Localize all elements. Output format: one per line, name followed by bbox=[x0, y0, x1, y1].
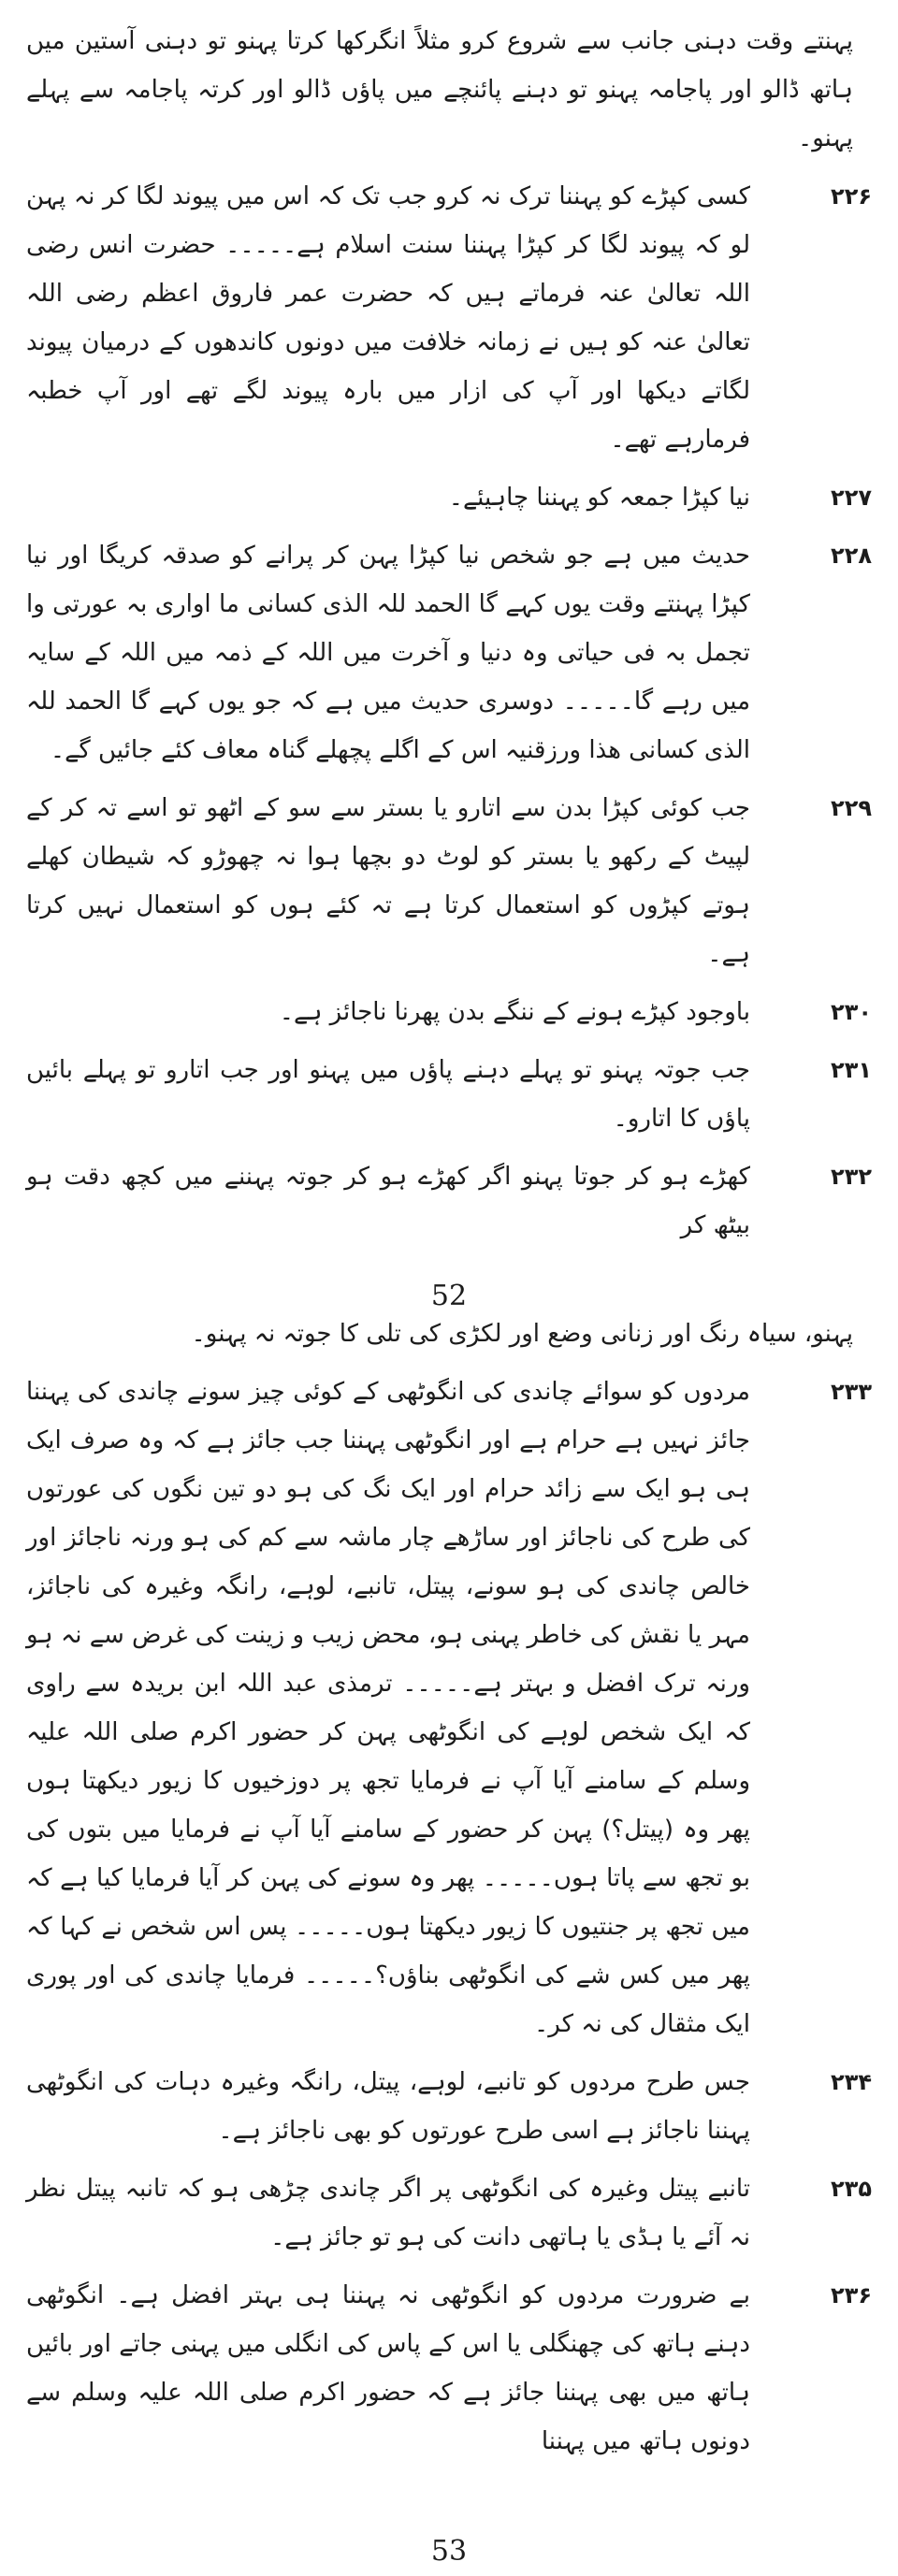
paragraph-235 bbox=[26, 2164, 872, 2262]
paragraph-text: جب کوئی کپڑا بدن سے اتارو یا بستر سے سو کے اٹھو تو اسے تہ کر کے لپیٹ کے رکھو یا بستر کو لوٹ دو بچھا ہوا نہ چھوڑو کہ شیطان کھلے ہوتے کپڑوں کو استعمال کرتا ہے تہ کئے ہوں کو استعمال نہیں کرتا ہے۔ bbox=[26, 794, 750, 968]
paragraph-number: ۲۳۲ bbox=[831, 1164, 872, 1190]
paragraph-number: ۲۳۱ bbox=[831, 1057, 872, 1083]
paragraph-text: مردوں کو سوائے چاندی کی انگوٹھی کے کوئی چیز سونے چاندی کی پہننا جائز نہیں ہے حرام ہے اور انگوٹھی پہننا جب جائز ہے کہ وہ صرف ایک ہی ہو ایک سے زائد حرام اور ایک نگ کی ہو دو تین نگوں کی عورتوں کی طرح کی ناجائز اور ساڑھے چار ماشہ سے کم کی ہو ورنہ ناجائز اور خالص چاندی کی ہو سونے، پیتل، تانبے، لوہے، رانگہ وغیرہ کی ناجائز، مہر یا نقش کی خاطر پہنی ہو، محض زیب و زینت کی غرض سے نہ ہو ورنہ ترک افضل و بہتر ہے۔۔۔۔۔ ترمذی عبد اللہ ابن بریدہ سے راوی کہ ایک شخص لوہے کی انگوٹھی پہن کر حضور اکرم صلی اللہ علیہ وسلم کے سامنے آیا آپ نے فرمایا تجھ پر دوزخیوں کا زیور دیکھتا ہوں پھر وہ (پیتل؟) پہن کر حضور کے سامنے آیا آپ نے فرمایا میں بتوں کی بو تجھ سے پاتا ہوں۔۔۔۔۔ پھر وہ سونے کی پہن کر آیا فرمایا کیا ہے کہ میں تجھ پر جنتیوں کا زیور دیکھتا ہوں۔۔۔۔۔ پس اس شخص نے کہا کہ پھر میں کس شے کی انگوٹھی بناؤں؟۔۔۔۔۔ فرمایا چاندی کی اور پوری ایک مثقال کی نہ کر۔ bbox=[26, 1378, 750, 2038]
paragraph-text: جس طرح مردوں کو تانبے، لوہے، پیتل، رانگہ وغیرہ دہات کی انگوٹھی پہننا ناجائز ہے اسی طرح عورتوں کو بھی ناجائز ہے۔ bbox=[26, 2068, 750, 2145]
paragraph bbox=[26, 1310, 872, 1358]
paragraph-232 bbox=[26, 1152, 872, 1250]
paragraph-233 bbox=[26, 1368, 872, 2048]
paragraph-number: ۲۳۴ bbox=[831, 2069, 872, 2095]
paragraph-text: جب جوتہ پہنو تو پہلے دہنے پاؤں میں پہنو اور جب اتارو تو پہلے بائیں پاؤں کا اتارو۔ bbox=[26, 1056, 750, 1133]
paragraph bbox=[26, 17, 872, 163]
paragraph-text: تانبے پیتل وغیرہ کی انگوٹھی پر اگر چاندی چڑھی ہو کہ تانبہ پیتل نظر نہ آئے یا ہڈی یا ہاتھی دانت کی ہو تو جائز ہے۔ bbox=[26, 2175, 750, 2251]
paragraph-230 bbox=[26, 988, 872, 1036]
paragraph-number: ۲۳۶ bbox=[831, 2282, 872, 2308]
page-number: 53 bbox=[430, 2535, 468, 2568]
paragraph-number: ۲۳۳ bbox=[831, 1379, 872, 1405]
paragraph-number: ۲۲۸ bbox=[831, 543, 872, 569]
paragraph-229 bbox=[26, 784, 872, 978]
paragraph-text: پہنو، سیاہ رنگ اور زنانی وضع اور لکڑی کی تلی کا جوتہ نہ پہنو۔ bbox=[191, 1320, 853, 1348]
page-53 bbox=[26, 1310, 872, 2535]
paragraph-227 bbox=[26, 473, 872, 522]
paragraph-number: ۲۳۵ bbox=[831, 2176, 872, 2202]
paragraph-226 bbox=[26, 172, 872, 464]
paragraph-text: کھڑے ہو کر جوتا پہنو اگر کھڑے ہو کر جوتہ پہننے میں کچھ دقت ہو بیٹھ کر bbox=[26, 1163, 750, 1239]
paragraph-236 bbox=[26, 2271, 872, 2466]
paragraph-228 bbox=[26, 531, 872, 774]
paragraph-text: حدیث میں ہے جو شخص نیا کپڑا پہن کر پرانے کو صدقہ کریگا اور نیا کپڑا پہنتے وقت یوں کہے گا الحمد للہ الذی کسانی ما اواری بہ عورتی وا تجمل بہ فی حیاتی وہ دنیا و آخرت میں اللہ کے ذمہ میں اللہ کے سایہ میں رہے گا۔۔۔۔۔ دوسری حدیث میں ہے کہ جو یوں کہے گا الحمد للہ الذی کسانی ھذا ورزقنیہ اس کے اگلے پچھلے گناہ معاف کئے جائیں گے۔ bbox=[26, 542, 750, 764]
paragraph-text: بے ضرورت مردوں کو انگوٹھی نہ پہننا ہی بہتر افضل ہے۔ انگوٹھی دہنے ہاتھ کی چھنگلی یا اس کے پاس کی انگلی میں پہنی جاتے اور بائیں ہاتھ میں بھی پہننا جائز ہے کہ حضور اکرم صلی اللہ علیہ وسلم سے دونوں ہاتھ میں پہننا bbox=[26, 2281, 750, 2455]
paragraph-number: ۲۲۶ bbox=[831, 183, 872, 210]
paragraph-text: نیا کپڑا جمعہ کو پہننا چاہیئے۔ bbox=[448, 484, 750, 512]
paragraph-text: باوجود کپڑے ہونے کے ننگے بدن پھرنا ناجائز ہے۔ bbox=[279, 998, 750, 1026]
page-52 bbox=[26, 17, 872, 1270]
paragraph-231 bbox=[26, 1046, 872, 1143]
paragraph-number: ۲۳۰ bbox=[831, 999, 872, 1025]
paragraph-text: کسی کپڑے کو پہننا ترک نہ کرو جب تک کہ اس میں پیوند لگا کر نہ پہن لو کہ پیوند لگا کر کپڑا پہننا سنت اسلام ہے۔۔۔۔۔ حضرت انس رضی اللہ تعالیٰ عنہ فرماتے ہیں کہ حضرت عمر فاروق اعظم رضی اللہ تعالیٰ عنہ کو ہیں نے زمانہ خلافت میں دونوں کاندھوں کے درمیان پیوند لگاتے دیکھا اور آپ کی ازار میں بارہ پیوند لگے تھے اور آپ خطبہ فرمارہے تھے۔ bbox=[26, 182, 750, 454]
paragraph-text: پہنتے وقت دہنی جانب سے شروع کرو مثلاً انگرکھا کرتا پہنو تو دہنی آستین میں ہاتھ ڈالو اور پاجامہ پہنو تو دہنے پائنچے میں پاؤں ڈالو اور کرتہ پاجامہ سے پہلے پہنو۔ bbox=[26, 27, 853, 152]
paragraph-234 bbox=[26, 2058, 872, 2155]
paragraph-number: ۲۲۹ bbox=[831, 795, 872, 821]
paragraph-number: ۲۲۷ bbox=[831, 485, 872, 511]
page-number: 52 bbox=[430, 1280, 468, 1312]
